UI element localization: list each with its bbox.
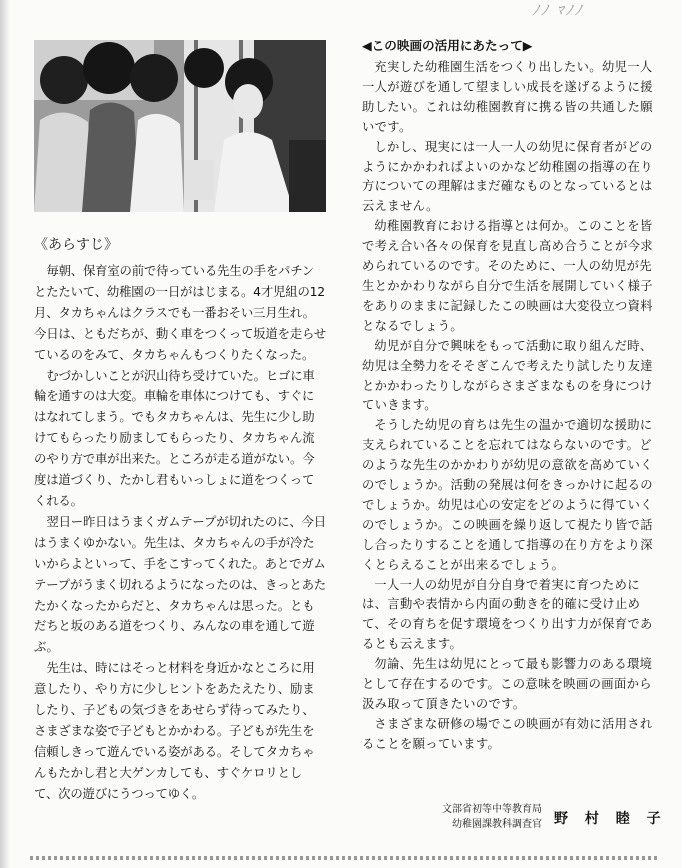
usage-paragraph: 勿論、先生は幼児にとって最も影響力のある環境として存在するのです。この意味を映画の画面から汲み取って頂きたいのです。 — [362, 657, 653, 711]
author-title-line: 幼稚園課教科調査官 — [452, 819, 542, 830]
synopsis-paragraph: 先生は、時にはそっと材料を身近かなところに用意したり、やり方に少しヒントをあたえたり、励ましたり、子どもの気づきをあせらず待ってみたり、さまざまな姿で子どもとかかわる。子どもが先生を信頼しきって遊んでいる姿がある。そしてタカちゃんもたかし君と大ゲンカしても、すぐケロリとして、次の遊びにうつってゆく。 — [34, 660, 315, 801]
author-block — [424, 802, 667, 838]
usage-paragraph: 幼稚園教育における指導とは何か。このことを皆で考え合い各々の保育を見直し高め合うことが今求められているのです。そのために、一人の幼児が先生とかかわりながら自分で生活を展開していく様子をありのままに記録したこの映画は大変役立つ資料となるでしょう。 — [362, 219, 653, 333]
usage-paragraph: さまざまな研修の場でこの映画が有効に活用されることを願っています。 — [362, 716, 653, 751]
corner-faint-mark: ﾉﾉ ﾏﾉﾉ — [532, 3, 584, 16]
film-still-photo — [34, 40, 326, 212]
usage-body — [362, 58, 660, 755]
synopsis-paragraph: むづかしいことが沢山待ち受けていた。ヒゴに車輪を通すのは大変。車輪を車体につけても、すぐにはなれてしまう。でもタカちゃんは、先生に少し助けてもらったり励ましてもらったり、タカちゃん流のやり方で車が出来た。ところが走る道がない。今度は道づくり、たかし君もいっしょに道をつくってくれる。 — [34, 367, 315, 508]
usage-paragraph: 一人一人の幼児が自分自身で着実に育つためには、言動や表情から内面の動きを的確に受け止めて、その育ちを促す環境をつくり出す力が保育であるとも云えます。 — [362, 577, 653, 652]
usage-paragraph: 幼児が自分で興味をもって活動に取り組んだ時、幼児は全勢力をそそぎこんで考えたり試したり友達とかかわったりしながらさまざまなものを身につけていきます。 — [362, 338, 653, 413]
synopsis-paragraph: 翌日ー昨日はうまくガムテープが切れたのに、今日はうまくゆかない。先生は、タカちゃんの手が冷たいからよといって、手をこすってくれた。あとでガムテープがうまく切れるようになったのは、きっとあたたかくなったからだと、タカちゃんは思った。ともだちと坂のある道をつくり、みんなの車を通して遊ぶ。 — [34, 513, 326, 655]
usage-paragraph: しかし、現実には一人一人の幼児に保育者がどのようにかかわればよいのかなど幼稚園の指導の在り方についての理解はまだ確なものとなっているとは云えません。 — [362, 139, 653, 214]
synopsis-heading: 《あらすじ》 — [34, 237, 118, 253]
synopsis-paragraph: 毎朝、保育室の前で待っている先生の手をパチンとたたいて、幼稚園の一日がはじまる。4才児組の12月、タカちゃんはクラスでも一番おそい三月生れ。今日は、ともだちが、動く車をつくって坂道を走らせているのをみて、タカちゃんもつくりたくなった。 — [34, 263, 326, 362]
usage-column — [362, 38, 660, 755]
author-title — [424, 802, 542, 832]
scan-edge-dots — [30, 856, 660, 860]
author-title-line: 文部省初等中等教育局 — [442, 804, 542, 815]
usage-heading: ◀この映画の活用にあたって▶ — [362, 38, 533, 53]
usage-paragraph: そうした幼児の育ちは先生の温かで適切な援助に支えられていることを忘れてはならないのです。どのような先生のかかわりが幼児の意欲を高めていくのでしょうか。活動の発展は何をきっかけに起るのでしょうか。幼児は心の安定をどのように得ていくのでしょうか。この映画を繰り返して視たり皆で話し合ったりすることを通して指導の在り方をより深くとらえることが出来るでしょう。 — [362, 418, 653, 572]
usage-paragraph: 充実した幼稚園生活をつくり出したい。幼児一人一人が遊びを通して望ましい成長を遂げるように援助したい。これは幼稚園教育に携る皆の共通した願いです。 — [362, 60, 653, 134]
scan-edge-shadow — [0, 0, 10, 868]
synopsis-column — [34, 236, 326, 805]
author-name: 野 村 睦 子 — [554, 811, 667, 827]
photo-illustration — [34, 40, 326, 212]
synopsis-body — [34, 261, 326, 805]
